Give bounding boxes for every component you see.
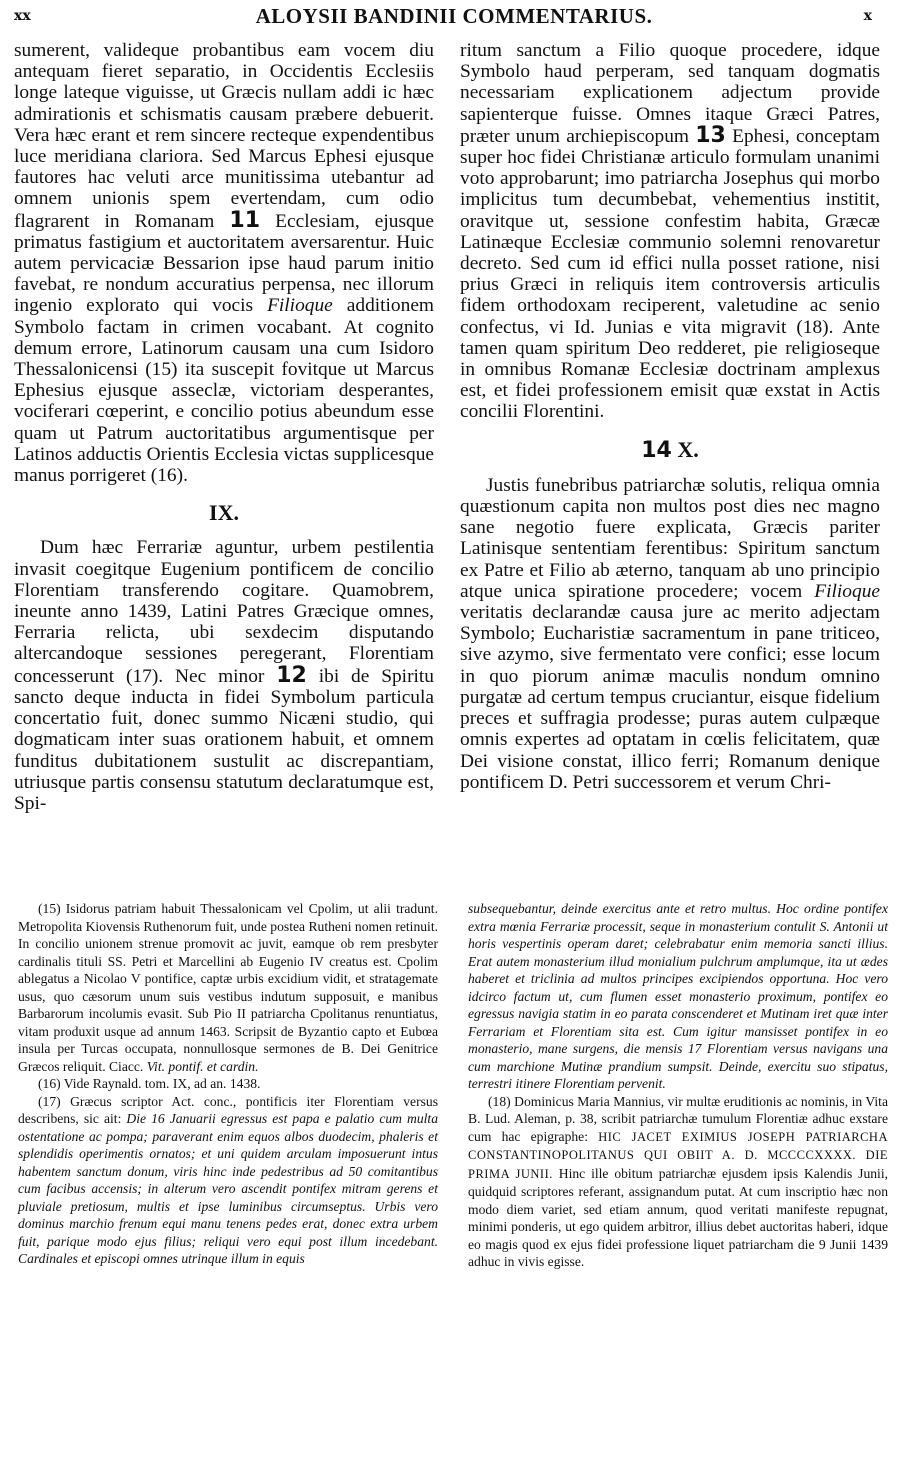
paragraph bbox=[460, 40, 880, 423]
footnote-17 bbox=[18, 1093, 438, 1268]
text: Ephesi, conceptam super hoc fidei Christianæ articulo formulam unanimi voto approbarunt; imo patriarcha Josephus qui morbo implicitus tum decumbebat, vehementius institit, oravitque ut, sessione confestim habita, Græcæ Latinæque Ecclesiæ communio solemni renovaretur decreto. Sed cum id effici nulla posset ratione, nisi prius Græci in reliquis item controversis articulis fidem orthodoxam reciperent, valetudine ac senio confectus, vi Id. Junias e vita migravit (18). Ante tamen quam spiritum Deo redderet, pie religioseque in omnibus Romanæ Ecclesiæ doctrinam amplexus est, et fidei professionem emisit quæ exstat in Actis concilii Florentini. bbox=[460, 125, 880, 423]
marginal-number: 12 bbox=[276, 662, 307, 688]
marginal-number: 11 bbox=[229, 207, 261, 233]
marginal-number: 14 bbox=[641, 437, 672, 463]
page-number-left: xx bbox=[14, 8, 31, 24]
epitaph: HIC JACET EXIMIUS JOSEPH PATRIARCHA CONSTANTINOPOLITANUS QUI OBIIT A. D. MCCCCXXXX. DIE PRIMA JUNII. bbox=[468, 1129, 888, 1181]
text: Dum hæc Ferrariæ aguntur, urbem pestilentia invasit coegitque Eugenium pontificem de concilio Florentiam transferendo cogitare. Quamobrem, ineunte anno 1439, Latini Patres Græcique omnes, Ferraria relicta, ubi sexdecim disputando altercandoque sessiones peregerant, Florentiam concesserunt (17). Nec minor bbox=[14, 537, 434, 687]
text: additionem Symbolo factam in crimen vocabant. At cognito demum errore, Latinorum causam una cum Isidoro Thessalonicensi (15) ita suscepit fovitque ut Marcus Ephesius ejusque asseclæ, victoriam desperantes, vociferari cœperint, e concilio potius abeundum esse quam ut Patrum auctoritatibus argumentisque per Latinos adductis Orientis Ecclesia victas supplicesque manus porrigeret (16). bbox=[14, 295, 435, 487]
text: Justis funebribus patriarchæ solutis, reliqua omnia quæstionum capita non multos post dies nec magno sane negotio fuere explicata, Græcis pariter Latinisque sententiam ferentibus: Spiritum sanctum ex Patre et Filio ab æterno, tanquam ab uno principio atque unica spiratione procedere; vocem bbox=[460, 474, 880, 602]
right-column bbox=[460, 40, 880, 793]
text: (18) Dominicus Maria Mannius, vir multæ eruditionis ac nominis, in Vita B. Lud. Aleman, p. 38, scribit patriarchæ tumulum Florentiæ adhuc exstare cum hac epigraphe: bbox=[468, 1093, 888, 1144]
quotation: Die 16 Januarii egressus est papa e palatio cum multa ostentatione ac pompa; paraverant enim equos albos duodecim, phaleris et splendidis operimentis ornatos; et uni quidem arculam imposuerunt intus habentem sanctum donum, viris hinc inde pedestribus ad 50 comitantibus cum facibus accensis; in alterum vero ascendit pontifex mitram gerens et pluviale pretiosum, multis et ipse luminibus circumseptus. Urbis vero dominus marchio frenum equi manu tenens pedes erat, donec extra urbem fuit, parique modo ejus filius; reliqui vero equi post illum incedebant. Cardinales et episcopi omnes utrinque illum in equis bbox=[18, 1111, 438, 1266]
emphasis: Filioque bbox=[267, 295, 333, 317]
left-column bbox=[14, 40, 434, 814]
text: (17) Græcus scriptor Act. conc., pontificis iter Florentiam versus describens, sic ait: bbox=[18, 1093, 438, 1126]
footnote-18 bbox=[468, 1093, 888, 1271]
page-header bbox=[0, 4, 908, 32]
text: ibi de Spiritu sancto deque inducta in fidei Symbolum particula concertatio fuit, donec summo Nicæni studio, qui dogmaticam inter suas orationem habuit, et omnem funditus dubitationem sustulit ac discrepantiam, utriusque partis consensu statutum declaratumque est, Spi- bbox=[14, 665, 435, 814]
paragraph bbox=[14, 537, 434, 814]
text: Ecclesiam, ejusque primatus fastigium et auctoritatem aversarentur. Huic autem pervicaciæ Bessarion ipse haud parum initio favebat, re nondum accuratius perpensa, nec illorum ingenio explorato qui vocis bbox=[14, 210, 434, 317]
footnote-16: (16) Vide Raynald. tom. IX, ad an. 1438. bbox=[38, 1076, 261, 1091]
text: ritum sanctum a Filio quoque procedere, idque Symbolo haud perperam, sed tanquam dogmatis necessariam explicationem adjectum provide sapienterque fuisse. Omnes itaque Græci Patres, præter unum archiepiscopum bbox=[460, 40, 880, 147]
page-number-right: x bbox=[863, 8, 872, 24]
footnote-15 bbox=[18, 900, 438, 1075]
emphasis: Vit. pontif. et cardin. bbox=[146, 1058, 259, 1074]
emphasis: Filioque bbox=[814, 580, 880, 602]
footnotes-left bbox=[18, 900, 438, 1268]
text: Hinc ille obitum patriarchæ ejusdem ipsis Kalendis Junii, quidquid scriptores referant, assignandum putat. At cum inscriptio hæc non modo diem variet, sed etiam annum, quod veritati manifeste repugnat, minimi ponderis, ut ego quidem arbitror, illius debet auctoritas haberi, idque eo magis quod ex ejus fidei professione liquet patriarcham die 9 Junii 1439 adhuc in vivis egisse. bbox=[468, 1165, 889, 1269]
footnote-17-continued: subsequebantur, deinde exercitus ante et retro multus. Hoc ordine pontifex extra mœnia Ferrariæ processit, seque in monasterium contulit S. Antonii ut horis vespertinis operam daret; celebrabatur enim memoria sancti illius. Erat autem monasterium illud monialium pulchrum amplumque, ita ut ædes haberet et triclinia ad multos principes excipiendos opportuna. Hoc vero idcirco factum ut, cum flumen esset monasterio proximum, pontifex eo egressus navigia statim in eo parata conscenderet et Mutinam iret quæ inter Ferrariam et Florentiam sita est. Cum igitur mansisset pontifex in eo monasterio, mane surgens, die mensis 17 Florentiam versus navigans una cum marchione Mutinæ prandium sumpsit. Deinde, exercitu suo stipatus, terrestri itinere Florentiam pervenit. bbox=[468, 901, 888, 1091]
text: (15) Isidorus patriam habuit Thessalonicam vel Cpolim, ut alii tradunt. Metropolita Kiovensis Ruthenorum fuit, unde postea Rutheni nomen retinuit. In concilio unionem strenue promovit ac juvit, eamque ob rem presbyter cardinalis tituli SS. Petri et Marcellini ab Eugenio IV creatus est. Cpolim ablegatus a Nicolao V pontifice, captæ urbis excidium vidit, et stratagemate usus, quo cæsorum unum suis vestibus indutum supposuit, e manibus Barbarorum incolumis evasit. Sub Pio II patriarcha Cpolitanus renuntiatus, vitam produxit usque ad annum 1463. Scripsit de Byzantio capto et Eubœa insula per Turcas occupata, nonnullosque sermones de B. Dei Genitrice Græcos reliquit. Ciacc. bbox=[18, 901, 438, 1074]
section-heading-label: X. bbox=[677, 436, 699, 462]
marginal-number: 13 bbox=[695, 122, 726, 148]
paragraph bbox=[14, 40, 434, 486]
paragraph bbox=[460, 475, 880, 793]
section-heading: IX. bbox=[209, 500, 239, 526]
section-heading bbox=[460, 436, 880, 463]
text: veritatis declarandæ causa jure ac merito adjectam Symbolo; Eucharistiæ sacramentum in pane triticeo, sive azymo, sive fermentato vere confici; esse locum in quo piorum animæ maculis nondum omnino purgatæ ad certum tempus cruciantur, eisque fidelium preces et suffragia prodesse; puras autem culpæque omnis expertes ad optatam in cœlis felicitatem, quæ Dei visione constat, illico ferri; Romanum denique pontificem D. Petri successorem et verum Chri- bbox=[460, 602, 880, 793]
footnotes-right bbox=[468, 900, 888, 1271]
running-title: ALOYSII BANDINII COMMENTARIUS. bbox=[255, 4, 653, 28]
text: sumerent, valideque probantibus eam vocem diu antequam fieret separatio, in Occidentis Ecclesiis longe lateque viguisse, ut Græcis nullam addi ic hæc admirationis et schismatis causam præbere debuerit. Vera hæc erant et rem sincere recteque expendentibus luce meridiana clariora. Sed Marcus Ephesi ejusque fautores hac veluti arce munitissima utebantur ad omnem unionis spem evertendam, cum odio flagrarent in Romanam bbox=[14, 40, 434, 232]
